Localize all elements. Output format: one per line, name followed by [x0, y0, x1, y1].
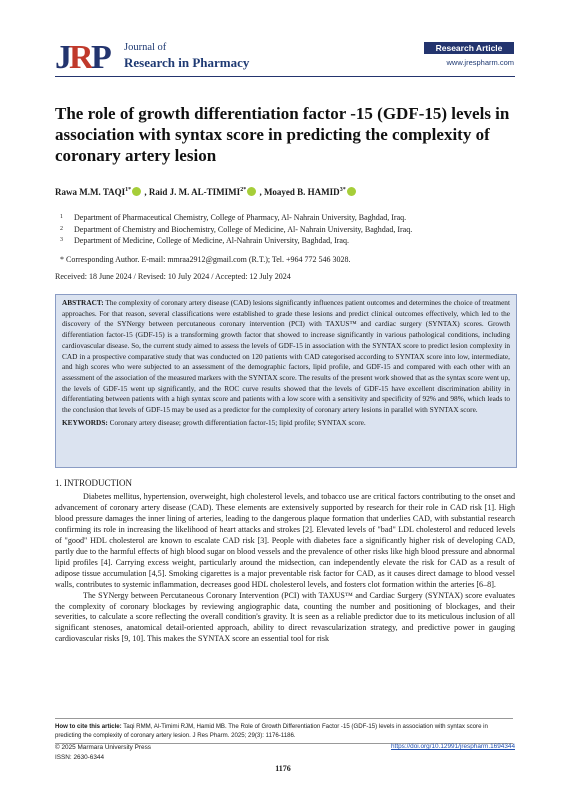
footer-publisher	[55, 743, 151, 763]
author-separator: ,	[142, 187, 149, 197]
corresponding-author: * Corresponding Author. E-mail: mmraa2912@gmail.com (R.T.); Tel. +964 772 546 3028.	[60, 255, 351, 264]
affiliations	[60, 212, 515, 247]
orcid-icon[interactable]	[347, 187, 356, 196]
svg-text:P: P	[91, 40, 112, 72]
abstract-text: ABSTRACT: The complexity of coronary artery disease (CAD) lesions significantly influences patient outcomes and determines the choice of treatment approaches. For that reason, several classifications were established to grade these lesions and predict clinical outcomes effectively, which led to the discovery of the SYNergy between percutaneous coronary intervention (PCI) with TAXUS™ and cardiac surgery (SYNTAX) scores. Growth differentiation factor-15 (GDF-15) is a transforming growth factor that showed to increase significantly in various pathological conditions, including cardiovascular disease. So, the current study aimed to assess the levels of GDF-15 in association with the SYNTAX score to predict lesion complexity in CAD in a prospective comparative study that was conducted on 120 patients with CAD categorised according to SYNTAX score into low, intermediate, and high scores who were subjected to an assessment of the demographic factors, lipid profile, and GDF-15 and compared with each other with an assessment of the association of the measured markers with the SYNTAX score. The results of the present work showed that as the syntax score went up, the levels of GDF-15 went up significantly, and the ROC curve results showed that the levels of GDF-15 have excellent discrimination ability in differentiating between patients with a high syntax score and patients with a low score with a sensitivity and specificity of 92% and 98%, which leads to the conclusion that levels of GDF-15 may be used as a predictor for the complexity of coronary artery lesions in parallel with SYNTAX score.	[62, 298, 510, 415]
abstract-box	[55, 294, 517, 468]
orcid-icon[interactable]	[247, 187, 256, 196]
page-number: 1176	[275, 764, 291, 773]
author-separator: ,	[257, 187, 264, 197]
author-affil-sup: 3*	[339, 187, 346, 193]
affiliation-item: 1 Department of Pharmaceutical Chemistry, College of Pharmacy, Al- Nahrain University, Baghdad, Iraq.	[60, 213, 407, 222]
journal-name-line2: Research in Pharmacy	[124, 55, 250, 70]
section-heading-introduction: 1. INTRODUCTION	[55, 478, 132, 488]
affiliation-item: 3 Department of Medicine, College of Medicine, Al-Nahrain University, Baghdad, Iraq.	[60, 236, 349, 245]
keywords-label: KEYWORDS:	[62, 417, 108, 427]
journal-logo	[55, 40, 115, 72]
journal-name-line1: Journal of	[124, 42, 167, 53]
body-text	[55, 492, 515, 645]
author-name: Rawa M.M. TAQI	[55, 187, 126, 197]
author-name: Moayed B. HAMID	[263, 187, 340, 197]
article-type-badge: Research Article	[424, 42, 514, 54]
header-divider	[55, 76, 515, 77]
affiliation-item: 2 Department of Chemistry and Biochemistry, College of Medicine, Al- Nahrain University, Baghdad, Iraq.	[60, 224, 413, 234]
paragraph: Diabetes mellitus, hypertension, overweight, high cholesterol levels, and tobacco use are critical factors contributing to the onset and advancement of coronary artery disease (CAD). These elements are extensively supported by research for their role in CAD risk [1]. High blood pressure damages the inner lining of arteries, leading to the dangerous plaque formation that underlies CAD, with substantial research confirming its role in increasing the likelihood of heart attacks and strokes [2]. Elevated levels of "bad" LDL cholesterol and reduced levels of "good" HDL cholesterol are known to escalate CAD risk [3]. People with diabetes face a significantly higher risk of developing CAD, partly due to the harmful effects of high blood sugar on blood vessels and the prevalence of other risks like high blood pressure and abnormal lipid profiles [4]. Carrying excess weight, particularly around the midsection, can independently elevate the risk for CAD as a result of adipose tissue accumulation [4,5]. Smoking cigarettes is a major preventable risk factor for CAD, as it causes direct damage to blood vessel walls, contributes to systemic inflammation, decreases good HDL cholesterol levels, and fosters clot formation within the arteries [6–8].	[55, 492, 515, 589]
keywords: KEYWORDS: Coronary artery disease; growth differentiation factor-15; lipid profile; SYNTAX score.	[62, 417, 366, 427]
article-dates: Received: 18 June 2024 / Revised: 10 July 2024 / Accepted: 12 July 2024	[55, 272, 291, 281]
citation-label: How to cite this article:	[55, 723, 122, 730]
journal-website-link[interactable]: www.jrespharm.com	[446, 58, 514, 67]
orcid-icon[interactable]	[132, 187, 141, 196]
author-list	[55, 187, 515, 197]
author-affil-sup: 1*	[125, 187, 132, 193]
abstract-label: ABSTRACT:	[62, 298, 104, 307]
doi-link[interactable]: https://doi.org/10.12991/jrespharm.1694344	[391, 743, 515, 750]
copyright: © 2025 Marmara University Press	[55, 744, 151, 751]
article-title: The role of growth differentiation factor -15 (GDF-15) levels in association with syntax score in predicting the complexity of coronary artery lesion	[55, 104, 510, 165]
issn: ISSN: 2630-6344	[55, 754, 105, 761]
svg-text:R: R	[69, 40, 94, 72]
author-name: Raid J. M. AL-TIMIMI	[148, 187, 241, 197]
author-affil-sup: 2*	[240, 187, 247, 193]
svg-text:J: J	[55, 40, 72, 72]
citation-box: How to cite this article: Taqi RMM, Al-Timimi RJM, Hamid MB. The Role of Growth Differentiation Factor -15 (GDF-15) levels in association with syntax score in predicting the complexity of coronary artery lesion. J Res Pharm. 2025; 29(3): 1176-1186.	[55, 718, 513, 744]
paragraph: The SYNergy between Percutaneous Coronary Intervention (PCI) with TAXUS™ and Cardiac Surgery (SYNTAX) score evaluates the complexity of coronary blockages by reviewing angiographic data, counting the number and positioning of blockages, and their severities, to calculate a score reflecting the overall condition's gravity. It is seen as a reliable predictor due to its meticulous inclusion of all significant stenoses, anatomical detail-oriented approach, ability to direct revascularization strategy, and predictive power in gauging cardiovascular risks [9, 10]. This makes the SYNTAX score an essential tool for risk	[55, 590, 515, 644]
